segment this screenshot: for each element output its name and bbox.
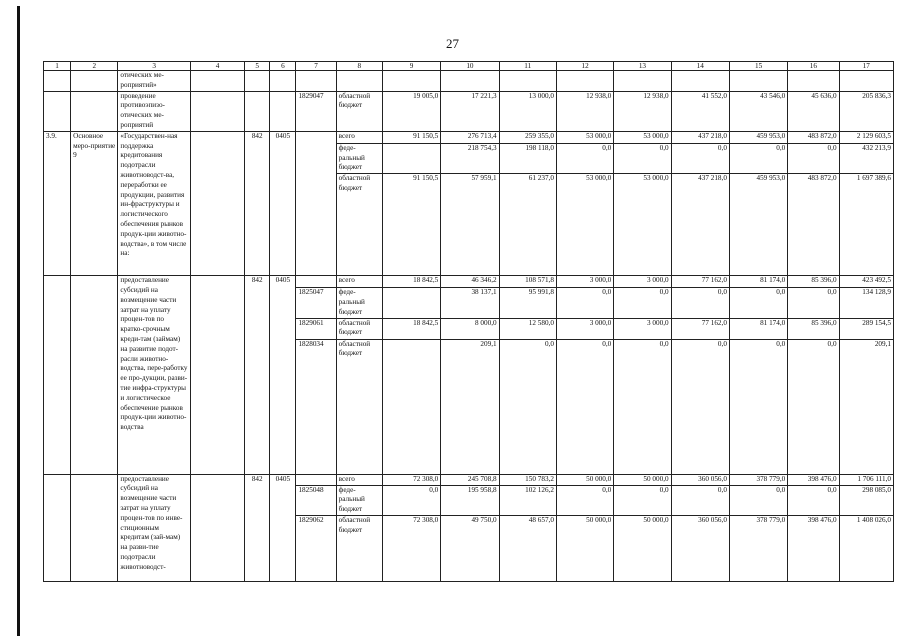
value-cell: 95 991,8 [499, 288, 556, 318]
code-cell: 1829061 [296, 318, 336, 339]
value-cell: 432 213,9 [839, 143, 893, 173]
code-cell: 1825048 [296, 485, 336, 515]
value-cell: 0,0 [729, 339, 787, 474]
value-cell: 3 000,0 [614, 276, 671, 288]
funding-source-cell: всего [336, 131, 382, 143]
funding-source-cell: всего [336, 276, 382, 288]
code-cell: 1829062 [296, 515, 336, 581]
table-row [44, 131, 894, 143]
value-cell: 0,0 [729, 485, 787, 515]
column-number-cell: 10 [441, 62, 499, 71]
item-name-cell: Основное меро-приятие 9 [71, 131, 118, 275]
code-cell: 0405 [270, 276, 296, 474]
value-cell: 50 000,0 [556, 474, 613, 485]
value-cell: 50 000,0 [556, 515, 613, 581]
column-number-cell: 14 [671, 62, 729, 71]
code-cell: 842 [245, 474, 270, 581]
value-cell: 3 000,0 [556, 276, 613, 288]
value-cell: 0,0 [788, 288, 839, 318]
value-cell: 19 005,0 [382, 91, 440, 131]
table-cell [499, 71, 556, 92]
value-cell: 38 137,1 [441, 288, 499, 318]
funding-source-cell: областной бюджет [336, 515, 382, 581]
table-cell [296, 71, 336, 92]
value-cell: 150 783,2 [499, 474, 556, 485]
table-cell [296, 131, 336, 275]
value-cell [382, 339, 440, 474]
table-cell [71, 91, 118, 131]
table-cell [71, 276, 118, 474]
value-cell: 0,0 [671, 143, 729, 173]
value-cell: 378 779,0 [729, 515, 787, 581]
description-cell: предоставление субсидий на возмещение части затрат на уплату процен-тов по кратко-срочным креди-там (займам) на развитие подот-расли животно-водства, пере-работку ее про-дукции, разви-тие инфра-структуры и логистическое обеспечение рынков продук-ции животно-водства [118, 276, 190, 474]
value-cell: 276 713,4 [441, 131, 499, 143]
column-number-cell: 11 [499, 62, 556, 71]
value-cell: 91 150,5 [382, 174, 440, 276]
value-cell: 398 476,0 [788, 474, 839, 485]
value-cell: 13 000,0 [499, 91, 556, 131]
column-number-cell: 1 [44, 62, 71, 71]
table-row [44, 71, 894, 92]
table-cell [839, 71, 893, 92]
code-cell: 842 [245, 131, 270, 275]
funding-source-cell: всего [336, 474, 382, 485]
item-number-cell: 3.9. [44, 131, 71, 275]
value-cell: 0,0 [556, 339, 613, 474]
column-number-cell: 13 [614, 62, 671, 71]
value-cell: 0,0 [614, 288, 671, 318]
code-cell: 0405 [270, 131, 296, 275]
value-cell: 3 000,0 [614, 318, 671, 339]
table-cell [270, 91, 296, 131]
value-cell: 0,0 [556, 288, 613, 318]
description-cell: «Государствен-ная поддержка кредитования подотрасли животноводст-ва, переработки ее продукции, развития ин-фраструктуры и логистического обеспечения рынков продук-ции животно-водства», в том числе на: [118, 131, 190, 275]
value-cell: 61 237,0 [499, 174, 556, 276]
value-cell: 57 959,1 [441, 174, 499, 276]
table-cell [190, 474, 244, 581]
value-cell: 1 706 111,0 [839, 474, 893, 485]
value-cell: 209,1 [839, 339, 893, 474]
table-row [44, 91, 894, 131]
code-cell: 0405 [270, 474, 296, 581]
column-number-cell: 6 [270, 62, 296, 71]
table-row [44, 276, 894, 288]
code-cell: 1829047 [296, 91, 336, 131]
value-cell: 378 779,0 [729, 474, 787, 485]
value-cell: 0,0 [614, 485, 671, 515]
table-cell [190, 91, 244, 131]
value-cell: 218 754,3 [441, 143, 499, 173]
table-cell [296, 276, 336, 288]
value-cell: 298 085,0 [839, 485, 893, 515]
column-number-cell: 9 [382, 62, 440, 71]
value-cell: 8 000,0 [441, 318, 499, 339]
value-cell: 53 000,0 [556, 174, 613, 276]
value-cell: 85 396,0 [788, 318, 839, 339]
table-cell [614, 71, 671, 92]
value-cell: 198 118,0 [499, 143, 556, 173]
column-number-cell: 16 [788, 62, 839, 71]
table-cell [44, 276, 71, 474]
table-cell [729, 71, 787, 92]
value-cell: 205 836,3 [839, 91, 893, 131]
funding-source-cell: областной бюджет [336, 339, 382, 474]
value-cell: 360 056,0 [671, 515, 729, 581]
value-cell: 0,0 [788, 143, 839, 173]
value-cell: 72 308,0 [382, 515, 440, 581]
value-cell [382, 288, 440, 318]
table-cell [44, 91, 71, 131]
value-cell: 459 953,0 [729, 174, 787, 276]
value-cell: 12 580,0 [499, 318, 556, 339]
value-cell: 289 154,5 [839, 318, 893, 339]
value-cell: 437 218,0 [671, 131, 729, 143]
code-cell: 1828034 [296, 339, 336, 474]
value-cell: 0,0 [729, 143, 787, 173]
value-cell: 77 162,0 [671, 276, 729, 288]
column-number-cell: 17 [839, 62, 893, 71]
table-cell [190, 71, 244, 92]
table-cell [382, 71, 440, 92]
value-cell: 0,0 [382, 485, 440, 515]
funding-source-cell: феде-ральный бюджет [336, 143, 382, 173]
value-cell: 48 657,0 [499, 515, 556, 581]
page-number: 27 [446, 36, 459, 51]
column-number-cell: 2 [71, 62, 118, 71]
funding-source-cell: областной бюджет [336, 174, 382, 276]
value-cell: 0,0 [556, 485, 613, 515]
budget-table [43, 61, 894, 582]
value-cell: 108 571,8 [499, 276, 556, 288]
column-number-cell: 15 [729, 62, 787, 71]
description-cell: предоставление субсидий на возмещение части затрат на уплату процен-тов по инве-стиционным кредитам (зай-мам) на разви-тие подотрасли животноводст- [118, 474, 190, 581]
value-cell [382, 143, 440, 173]
value-cell: 12 938,0 [556, 91, 613, 131]
value-cell: 12 938,0 [614, 91, 671, 131]
value-cell: 81 174,0 [729, 318, 787, 339]
table-cell [190, 131, 244, 275]
table-cell [788, 71, 839, 92]
value-cell: 483 872,0 [788, 174, 839, 276]
table-cell [71, 71, 118, 92]
value-cell: 360 056,0 [671, 474, 729, 485]
value-cell: 0,0 [671, 339, 729, 474]
value-cell: 259 355,0 [499, 131, 556, 143]
table-row [44, 474, 894, 485]
value-cell: 134 128,9 [839, 288, 893, 318]
table-cell [336, 71, 382, 92]
value-cell: 53 000,0 [614, 174, 671, 276]
value-cell: 0,0 [788, 339, 839, 474]
table-cell [441, 71, 499, 92]
value-cell: 53 000,0 [614, 131, 671, 143]
value-cell: 41 552,0 [671, 91, 729, 131]
value-cell: 3 000,0 [556, 318, 613, 339]
value-cell: 45 636,0 [788, 91, 839, 131]
table-cell [71, 474, 118, 581]
value-cell: 46 346,2 [441, 276, 499, 288]
table-cell [44, 71, 71, 92]
value-cell: 102 126,2 [499, 485, 556, 515]
value-cell: 72 308,0 [382, 474, 440, 485]
table-cell [671, 71, 729, 92]
value-cell: 50 000,0 [614, 474, 671, 485]
value-cell: 1 408 026,0 [839, 515, 893, 581]
value-cell: 0,0 [788, 485, 839, 515]
table-cell [44, 474, 71, 581]
code-cell: 842 [245, 276, 270, 474]
value-cell: 0,0 [671, 485, 729, 515]
value-cell: 423 492,5 [839, 276, 893, 288]
description-cell: отических ме-роприятий» [118, 71, 190, 92]
value-cell: 85 396,0 [788, 276, 839, 288]
value-cell: 17 221,3 [441, 91, 499, 131]
value-cell: 1 697 389,6 [839, 174, 893, 276]
column-number-cell: 12 [556, 62, 613, 71]
value-cell: 77 162,0 [671, 318, 729, 339]
value-cell: 245 708,8 [441, 474, 499, 485]
value-cell: 459 953,0 [729, 131, 787, 143]
value-cell: 53 000,0 [556, 131, 613, 143]
value-cell: 0,0 [671, 288, 729, 318]
value-cell: 18 842,5 [382, 276, 440, 288]
code-cell: 1825047 [296, 288, 336, 318]
funding-source-cell: областной бюджет [336, 318, 382, 339]
value-cell: 0,0 [614, 143, 671, 173]
column-number-cell: 5 [245, 62, 270, 71]
value-cell: 209,1 [441, 339, 499, 474]
value-cell: 2 129 603,5 [839, 131, 893, 143]
table-cell [270, 71, 296, 92]
funding-source-cell: областной бюджет [336, 91, 382, 131]
value-cell: 195 958,8 [441, 485, 499, 515]
table-cell [296, 474, 336, 485]
funding-source-cell: феде-ральный бюджет [336, 288, 382, 318]
description-cell: проведение противоэпизо-отических ме-роприятий [118, 91, 190, 131]
table-cell [190, 276, 244, 474]
value-cell: 398 476,0 [788, 515, 839, 581]
table-cell [556, 71, 613, 92]
column-number-cell: 8 [336, 62, 382, 71]
value-cell: 50 000,0 [614, 515, 671, 581]
value-cell: 81 174,0 [729, 276, 787, 288]
value-cell: 0,0 [499, 339, 556, 474]
binding-edge-rule [17, 6, 20, 636]
value-cell: 18 842,5 [382, 318, 440, 339]
value-cell: 483 872,0 [788, 131, 839, 143]
table-cell [245, 71, 270, 92]
value-cell: 49 750,0 [441, 515, 499, 581]
column-number-cell: 7 [296, 62, 336, 71]
column-number-cell: 4 [190, 62, 244, 71]
value-cell: 0,0 [556, 143, 613, 173]
column-number-cell: 3 [118, 62, 190, 71]
funding-source-cell: феде-ральный бюджет [336, 485, 382, 515]
value-cell: 43 546,0 [729, 91, 787, 131]
value-cell: 0,0 [614, 339, 671, 474]
value-cell: 437 218,0 [671, 174, 729, 276]
header-row [44, 62, 894, 71]
value-cell: 91 150,5 [382, 131, 440, 143]
value-cell: 0,0 [729, 288, 787, 318]
table-cell [245, 91, 270, 131]
